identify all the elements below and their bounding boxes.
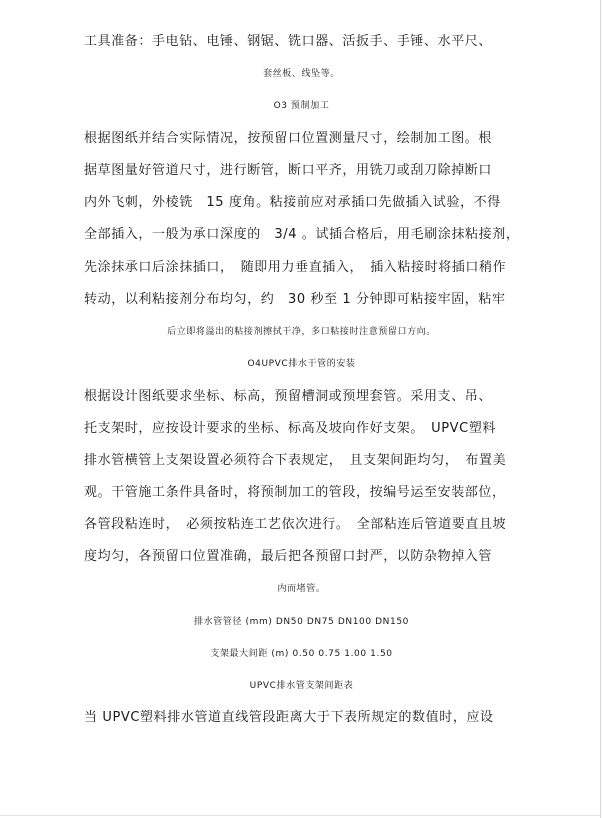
- paragraph-line: 度均匀，各预留口位置准确，最后把各预留口封严，以防杂物掉入管: [84, 549, 493, 564]
- table-row-support-spacing: 支架最大间距 (m) 0.50 0.75 1.00 1.50: [210, 649, 393, 659]
- section-heading-prefab: O3 预制加工: [273, 101, 330, 111]
- paragraph-line: 排水管横管上支架设置必须符合下表规定， 且支架间距均匀， 布置美: [84, 453, 507, 468]
- paragraph-line: 先涂抹承口后涂抹插口， 随即用力垂直插入， 插入粘接时将插口稍作: [84, 260, 507, 275]
- table-caption: UPVC排水管支架间距表: [249, 681, 354, 691]
- paragraph-line-last: 内而堵管。: [277, 584, 326, 594]
- paragraph-line: 当 UPVC塑料排水管道直线管段距离大于下表所规定的数值时，应设: [84, 710, 494, 725]
- page-edge-bottom: [0, 815, 601, 816]
- table-row-pipe-diameter: 排水管管径 (mm) DN50 DN75 DN100 DN150: [194, 617, 409, 627]
- paragraph-line: 内外飞刺，外棱铣 15 度角。粘接前应对承插口先做插入试验，不得: [84, 195, 501, 210]
- text-line-tools: 工具准备：手电钻、电锤、钢锯、铣口器、活扳手、手锤、水平尺、: [84, 34, 493, 49]
- paragraph-line: 根据设计图纸要求坐标、标高，预留槽洞或预埋套管。采用支、吊、: [84, 389, 493, 404]
- text-line-tools-cont: 套丝板、线坠等。: [263, 69, 340, 79]
- section-heading-install: O4UPVC排水干管的安装: [247, 359, 356, 369]
- paragraph-line: 据草图量好管道尺寸，进行断管，断口平齐，用铣刀或刮刀除掉断口: [84, 163, 493, 178]
- paragraph-line: 根据图纸并结合实际情况，按预留口位置测量尺寸，绘制加工图。根: [84, 131, 493, 146]
- page-edge-right: [600, 0, 601, 818]
- paragraph-line: 转动，以利粘接剂分布均匀，约 30 秒至 1 分钟即可粘接牢固，粘牢: [84, 292, 506, 307]
- paragraph-line: 托支架时，应按设计要求的坐标、标高及坡向作好支架。 UPVC塑料: [84, 421, 497, 436]
- paragraph-line: 观。干管施工条件具备时，将预制加工的管段，按编号运至安装部位，: [84, 485, 506, 500]
- paragraph-line: 各管段粘连时， 必须按粘连工艺依次进行。 全部粘连后管道要直且坡: [84, 517, 507, 532]
- paragraph-line: 全部插入，一般为承口深度的 3/4 。试插合格后，用毛刷涂抹粘接剂，: [84, 227, 520, 242]
- paragraph-line-last: 后立即将溢出的粘接剂擦拭干净，多口粘接时注意预留口方向。: [167, 327, 436, 337]
